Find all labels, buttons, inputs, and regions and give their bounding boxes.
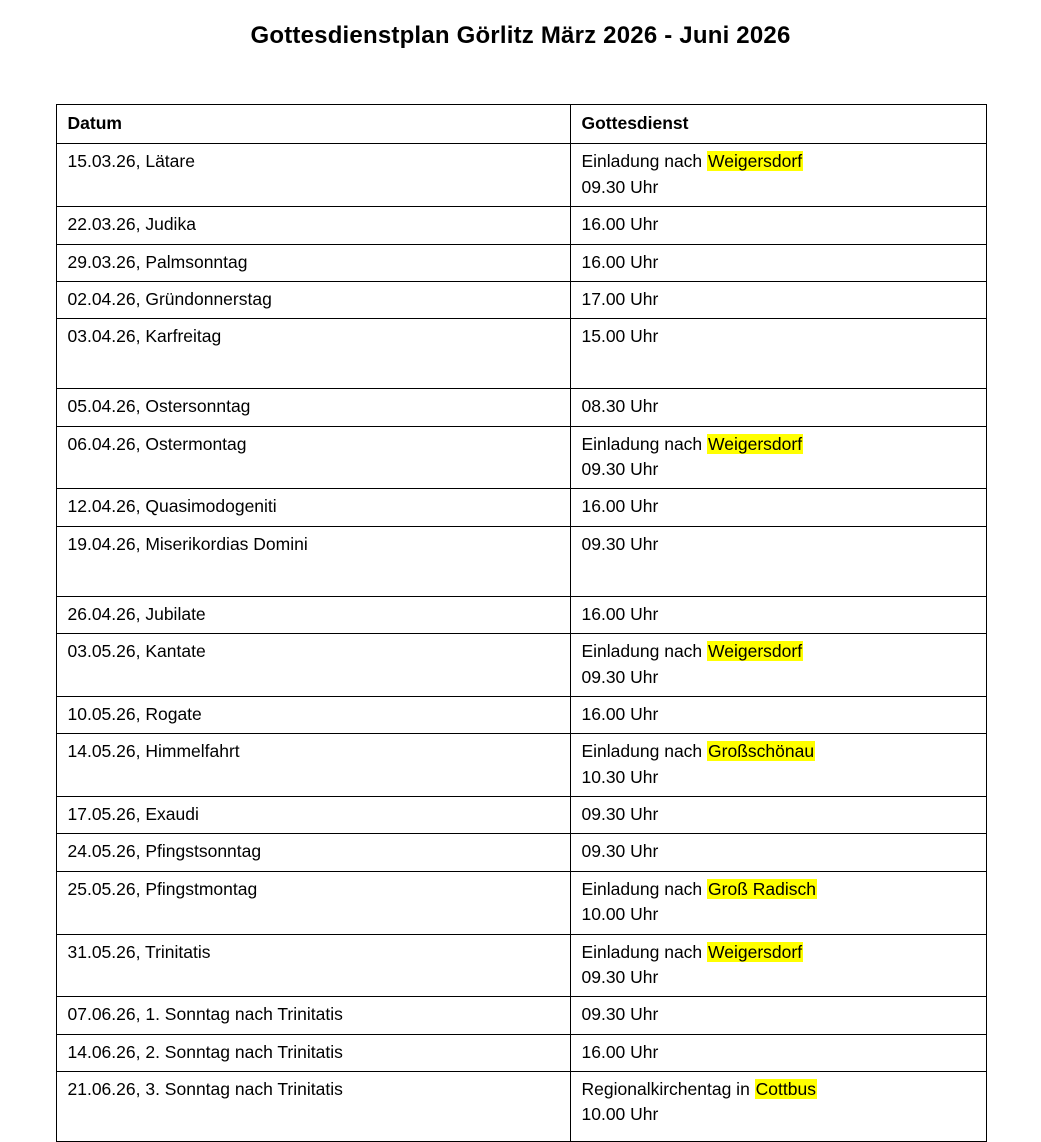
cell-date: [56, 834, 570, 871]
service-time-text: 09.30 Uhr: [581, 966, 659, 987]
cell-service: [570, 389, 986, 426]
cell-date: [56, 426, 570, 489]
date-text: 06.04.26, Ostermontag: [67, 433, 247, 454]
service-time-text: 16.00 Uhr: [581, 1041, 659, 1062]
service-prefix-text: Einladung nach: [581, 151, 708, 172]
table-row: [56, 144, 986, 207]
service-time-text: 09.30 Uhr: [581, 841, 659, 862]
highlighted-location: Weigersdorf: [708, 641, 803, 662]
table-row: [56, 207, 986, 244]
cell-service: [570, 1034, 986, 1071]
cell-date: [56, 144, 570, 207]
table-row: [56, 1072, 986, 1142]
service-time-text: 08.30 Uhr: [581, 396, 659, 417]
service-time-text: 09.30 Uhr: [581, 459, 659, 479]
cell-date: [56, 871, 570, 934]
cell-date: [56, 489, 570, 526]
cell-service: [570, 281, 986, 318]
service-time-text: 16.00 Uhr: [581, 603, 659, 624]
highlighted-location: Weigersdorf: [708, 941, 803, 962]
cell-date: [56, 1072, 570, 1142]
cell-date: [56, 596, 570, 633]
cell-date: [56, 207, 570, 244]
service-time-text: 09.30 Uhr: [581, 666, 659, 687]
date-text: 07.06.26, 1. Sonntag nach Trinitatis: [67, 1004, 343, 1025]
table-row: [56, 834, 986, 871]
cell-service: [570, 797, 986, 834]
service-time-text: 10.00 Uhr: [581, 904, 659, 925]
cell-service: [570, 634, 986, 697]
table-row: [56, 426, 986, 489]
service-time-text: 17.00 Uhr: [581, 288, 659, 309]
date-text: 31.05.26, Trinitatis: [67, 941, 211, 962]
service-time-text: 16.00 Uhr: [581, 703, 659, 724]
table-row: [56, 871, 986, 934]
table-row: [56, 634, 986, 697]
cell-service: [570, 319, 986, 389]
service-location-line: [582, 877, 986, 902]
highlighted-location: Groß Radisch: [708, 878, 816, 899]
cell-service: [570, 997, 986, 1034]
cell-date: [56, 1034, 570, 1071]
service-time-text: 10.30 Uhr: [581, 766, 659, 787]
date-text: 26.04.26, Jubilate: [67, 603, 206, 624]
page-title: Gottesdienstplan Görlitz März 2026 - Juni 2026: [250, 22, 791, 49]
service-time-text: 09.30 Uhr: [581, 1004, 659, 1025]
service-prefix-text: Einladung nach: [581, 941, 708, 962]
service-location-line: [582, 432, 986, 457]
service-time-text: 09.30 Uhr: [581, 804, 659, 824]
column-header-date: Datum: [56, 105, 570, 144]
highlighted-location: Großschönau: [708, 741, 815, 762]
table-row: [56, 997, 986, 1034]
highlighted-location: Cottbus: [755, 1079, 816, 1099]
service-time-text: 15.00 Uhr: [581, 326, 659, 347]
cell-service: [570, 596, 986, 633]
column-header-service: Gottesdienst: [570, 105, 986, 144]
cell-date: [56, 319, 570, 389]
service-schedule-table: [56, 104, 987, 1142]
table-row: [56, 696, 986, 733]
service-time-text: 16.00 Uhr: [581, 496, 659, 517]
table-row: [56, 797, 986, 834]
table-row: [56, 489, 986, 526]
table-head: [56, 105, 986, 144]
date-text: 21.06.26, 3. Sonntag nach Trinitatis: [67, 1079, 343, 1099]
cell-service: [570, 207, 986, 244]
cell-service: [570, 244, 986, 281]
service-prefix-text: Einladung nach: [581, 741, 708, 762]
table-row: [56, 1034, 986, 1071]
service-prefix-text: Einladung nach: [581, 878, 708, 899]
table-body: [56, 144, 986, 1142]
date-text: 22.03.26, Judika: [67, 214, 196, 235]
cell-service: [570, 934, 986, 997]
date-text: 14.05.26, Himmelfahrt: [67, 741, 240, 762]
date-text: 12.04.26, Quasimodogeniti: [67, 496, 277, 517]
cell-date: [56, 389, 570, 426]
cell-service: [570, 426, 986, 489]
cell-service: [570, 871, 986, 934]
date-text: 03.04.26, Karfreitag: [67, 326, 222, 347]
cell-service: [570, 489, 986, 526]
service-prefix-text: Regionalkirchentag in: [581, 1079, 755, 1099]
date-text: 05.04.26, Ostersonntag: [67, 396, 251, 417]
date-text: 14.06.26, 2. Sonntag nach Trinitatis: [67, 1041, 343, 1062]
table-header-row: [56, 105, 986, 144]
service-time-text: 16.00 Uhr: [581, 214, 659, 235]
service-time-text: 10.00 Uhr: [581, 1104, 659, 1125]
date-text: 02.04.26, Gründonnerstag: [67, 288, 272, 309]
service-time-text: 09.30 Uhr: [581, 176, 659, 197]
cell-date: [56, 244, 570, 281]
date-text: 29.03.26, Palmsonntag: [67, 251, 248, 272]
table-row: [56, 526, 986, 596]
date-text: 19.04.26, Miserikordias Domini: [67, 533, 308, 554]
cell-date: [56, 526, 570, 596]
schedule-table-wrapper: [56, 50, 986, 1142]
cell-date: [56, 281, 570, 318]
cell-date: [56, 734, 570, 797]
date-text: 10.05.26, Rogate: [67, 703, 202, 724]
cell-date: [56, 634, 570, 697]
service-prefix-text: Einladung nach: [581, 433, 708, 454]
table-row: [56, 281, 986, 318]
table-row: [56, 389, 986, 426]
cell-date: [56, 696, 570, 733]
cell-service: [570, 526, 986, 596]
service-location-line: [582, 639, 986, 664]
date-text: 25.05.26, Pfingstmontag: [67, 878, 258, 899]
service-location-line: [582, 739, 986, 764]
highlighted-location: Weigersdorf: [708, 433, 803, 454]
service-time-text: 16.00 Uhr: [581, 251, 659, 272]
service-location-line: [582, 940, 986, 965]
highlighted-location: Weigersdorf: [708, 151, 803, 172]
cell-date: [56, 797, 570, 834]
date-text: 17.05.26, Exaudi: [67, 804, 199, 824]
cell-date: [56, 997, 570, 1034]
table-row: [56, 596, 986, 633]
service-location-line: [582, 1077, 986, 1102]
table-row: [56, 319, 986, 389]
table-row: [56, 934, 986, 997]
service-location-line: [582, 149, 986, 174]
date-text: 24.05.26, Pfingstsonntag: [67, 841, 262, 862]
table-row: [56, 734, 986, 797]
table-row: [56, 244, 986, 281]
cell-service: [570, 144, 986, 207]
cell-service: [570, 696, 986, 733]
cell-service: [570, 1072, 986, 1142]
service-time-text: 09.30 Uhr: [581, 533, 659, 554]
cell-service: [570, 734, 986, 797]
cell-date: [56, 934, 570, 997]
service-prefix-text: Einladung nach: [581, 641, 708, 662]
cell-service: [570, 834, 986, 871]
date-text: 03.05.26, Kantate: [67, 641, 206, 662]
date-text: 15.03.26, Lätare: [67, 151, 195, 172]
